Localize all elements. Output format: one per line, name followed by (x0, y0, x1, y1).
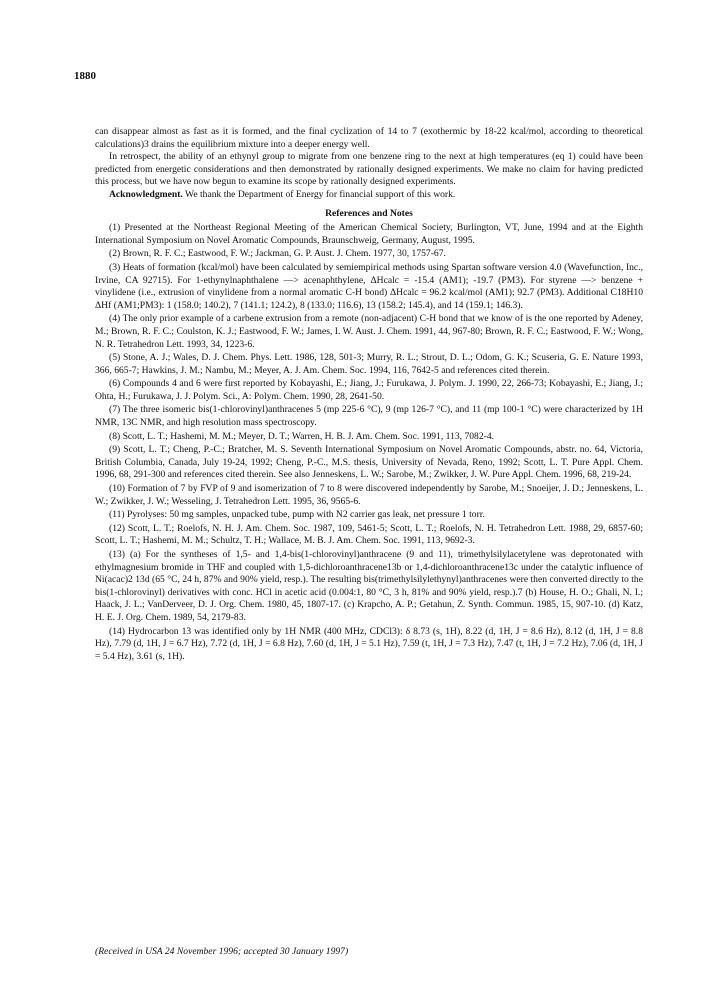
body-paragraph: In retrospect, the ability of an ethynyl group to migrate from one benzene ring to the next at high temperatures (eq 1) could have been predicted from energetic considerations and then demonstrated by rationally designed experiments. We make no claim for having predicted this process, but we have now begun to examine its scope by rationally designed experiments. (95, 151, 643, 188)
received-date: (Received in USA 24 November 1996; accepted 30 January 1997) (95, 946, 349, 957)
acknowledgment-label: Acknowledgment. (109, 188, 183, 200)
reference-2: (2) Brown, R. F. C.; Eastwood, F. W.; Jackman, G. P. Aust. J. Chem. 1977, 30, 1757-67. (109, 248, 446, 260)
reference-9: (9) Scott, L. T.; Cheng, P.-C.; Bratcher, M. S. Seventh International Symposium on Novel Aromatic Compounds, abstr. no. 64, Victoria, British Columbia, Canada, July 19-24, 1992; Cheng, P.-C., M.S. thesis, University of Nevada, Reno, 1992; Scott, L. T. Pure Appl. Chem. 1996, 68, 291-300 and references cited therein. See also Jenneskens, L. W.; Sarobe, M.; Zwikker, J. W. Pure Appl. Chem. 1996, 68, 219-24. (95, 444, 643, 481)
reference-14: (14) Hydrocarbon 13 was identified only by 1H NMR (400 MHz, CDCl3): δ 8.73 (s, 1H), 8.22 (d, 1H, J = 8.6 Hz), 8.12 (d, 1H, J = 8.8 Hz), 7.79 (d, 1H, J = 6.7 Hz), 7.72 (d, 1H, J = 6.8 Hz), 7.60 (d, 1H, J = 5.1 Hz), 7.59 (t, 1H, J = 7.3 Hz), 7.47 (t, 1H, J = 7.2 Hz), 7.06 (d, 1H, J = 5.4 Hz), 3.61 (s, 1H). (95, 625, 643, 662)
reference-13: (13) (a) For the syntheses of 1,5- and 1,4-bis(1-chlorovinyl)anthracene (9 and 11), trimethylsilylacetylene was deprotonated with ethylmagnesium bromide in THF and coupled with 1,5-dichloroanthracene13b or 1,4-dichloroanthracene13c under the catalytic influence of Ni(acac)2 13d (65 °C, 24 h, 87% and 90% yield, resp.). The resulting bis(trimethylsilylethynyl)anthracenes were then converted directly to the bis(1-chlorovinyl) derivatives with conc. HCl in acetic acid (0.004:1, 80 °C, 3 h, 81% and 90% yield, resp.).7 (b) House, H. O.; Ghali, N. I.; Haack, J. L.; VanDerveer, D. J. Org. Chem. 1980, 45, 1807-17. (c) Krapcho, A. P.; Getahun, Z. Synth. Commun. 1985, 15, 907-10. (d) Katz, H. E. J. Org. Chem. 1989, 54, 2179-83. (95, 549, 643, 623)
acknowledgment (95, 189, 643, 202)
reference-3: (3) Heats of formation (kcal/mol) have been calculated by semiempirical methods using Spartan software version 4.0 (Wavefunction, Inc., Irvine, CA 92715). For 1-ethynylnaphthalene —> acenaphthylene, ΔHcalc = -15.4 (AM1); -19.7 (PM3). For styrene —> benzene + vinylidene (i.e., extrusion of vinylidene from a normal aromatic C-H bond) ΔHcalc = 96.2 kcal/mol (AM1); 92.7 (PM3). Additional C18H10 ΔHf (AM1;PM3): 1 (158.0; 140.2), 7 (141.1; 124.2), 8 (133.0; 116.6), 13 (158.2; 145.4), and 14 (159.1; 146.3). (95, 261, 643, 311)
reference-8: (8) Scott, L. T.; Hashemi, M. M.; Meyer, D. T.; Warren, H. B. J. Am. Chem. Soc. 1991, 113, 7082-4. (109, 430, 495, 442)
article-body (95, 126, 643, 664)
reference-4: (4) The only prior example of a carbene extrusion from a remote (non-adjacent) C-H bond that we know of is the one reported by Adeney, M.; Brown, R. F. C.; Coulston, K. J.; Eastwood, F. W.; James, I. W. Aust. J. Chem. 1991, 44, 967-80; Brown, R. F. C.; Eastwood, F. W.; Wong, N. R. Tetrahedron Lett. 1993, 34, 1223-6. (95, 313, 643, 350)
references-heading: References and Notes (325, 207, 413, 219)
page-number: 1880 (74, 70, 96, 82)
reference-12: (12) Scott, L. T.; Roelofs, N. H. J. Am. Chem. Soc. 1987, 109, 5461-5; Scott, L. T.; Roelofs, N. H. Tetrahedron Lett. 1988, 29, 6857-60; Scott, L. T.; Hashemi, M. M.; Schultz, T. H.; Wallace, M. B. J. Am. Chem. Soc. 1991, 113, 9692-3. (95, 522, 643, 547)
reference-1: (1) Presented at the Northeast Regional Meeting of the American Chemical Society, Burlington, VT, June, 1994 and at the Eighth International Symposium on Novel Aromatic Compounds, Braunschweig, Germany, August, 1995. (95, 222, 643, 246)
reference-6: (6) Compounds 4 and 6 were first reported by Kobayashi, E.; Jiang, J.; Furukawa, J. Polym. J. 1990, 22, 266-73; Kobayashi, E.; Jiang, J.; Ohta, H.; Furukawa, J. J. Polym. Sci., A: Polym. Chem. 1990, 28, 2641-50. (95, 378, 643, 402)
reference-5: (5) Stone, A. J.; Wales, D. J. Chem. Phys. Lett. 1986, 128, 501-3; Murry, R. L.; Strout, D. L.; Odom, G. K.; Scuseria, G. E. Nature 1993, 366, 665-7; Hawkins, J. M.; Nambu, M.; Meyer, A. J. Am. Chem. Soc. 1994, 116, 7642-5 and references cited therein. (95, 352, 643, 376)
acknowledgment-text: We thank the Department of Energy for financial support of this work. (182, 188, 456, 200)
reference-7: (7) The three isomeric bis(1-chlorovinyl)anthracenes 5 (mp 225-6 °C), 9 (mp 126-7 °C), and 11 (mp 100-1 °C) were characterized by 1H NMR, 13C NMR, and high resolution mass spectroscopy. (95, 404, 643, 429)
reference-10: (10) Formation of 7 by FVP of 9 and isomerization of 7 to 8 were discovered independently by Sarobe, M.; Snoeijer, J. D.; Jenneskens, L. W.; Zwikker, J. W.; Wesseling, J. Tetrahedron Lett. 1995, 36, 9565-6. (95, 483, 643, 507)
body-paragraph: can disappear almost as fast as it is formed, and the final cyclization of 14 to 7 (exothermic by 18-22 kcal/mol, according to theoretical calculations)3 drains the equilibrium mixture into a deeper energy well. (95, 126, 643, 150)
reference-11: (11) Pyrolyses: 50 mg samples, unpacked tube, pump with N2 carrier gas leak, net pressure 1 torr. (109, 509, 485, 521)
